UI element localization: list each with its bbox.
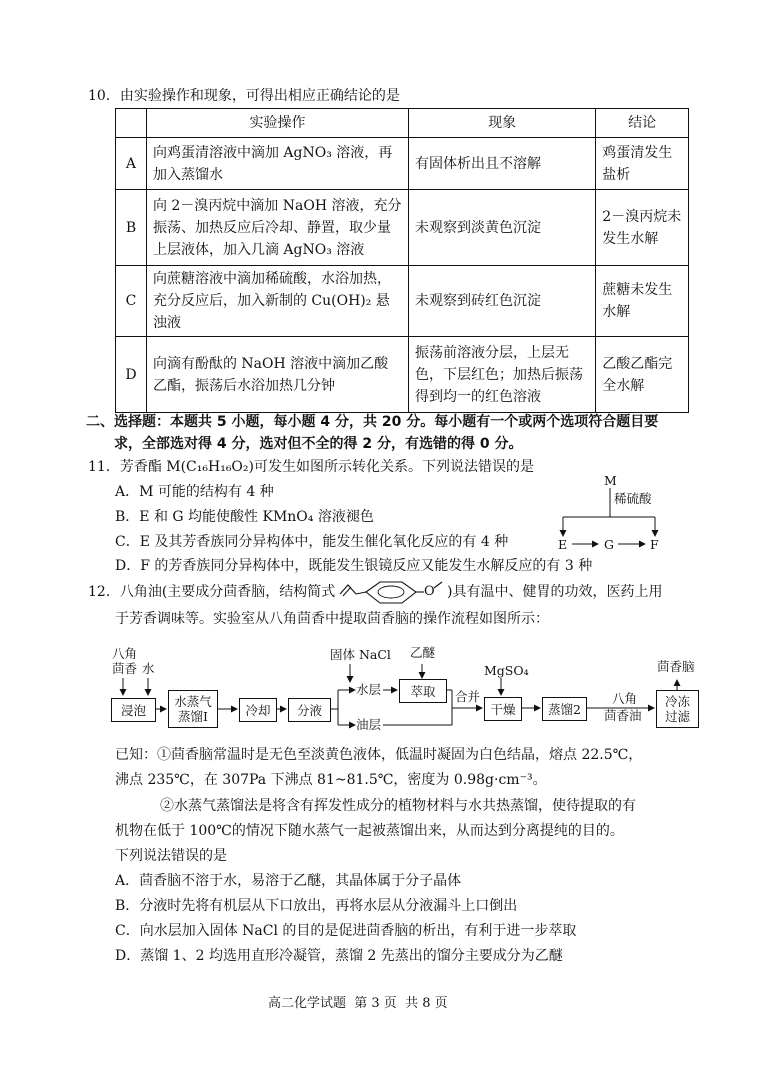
q12-stem-a: 12．八角油(主要成分茴香脑，结构简式 bbox=[88, 584, 336, 600]
row-letter: B bbox=[116, 190, 147, 266]
row-conclusion: 蔗糖未发生水解 bbox=[596, 266, 689, 337]
flow-label-ether: 乙醚 bbox=[410, 645, 436, 660]
q12-stem-b: )具有温中、健胃的功效，医药上用 bbox=[447, 584, 663, 600]
flow-box-separate: 分液 bbox=[288, 698, 331, 722]
row-letter: A bbox=[116, 138, 147, 190]
flow-label-oil: 油层 bbox=[356, 717, 382, 732]
flow-input-anise-1: 八角 bbox=[112, 646, 138, 661]
row-phenomenon: 未观察到淡黄色沉淀 bbox=[409, 190, 596, 266]
q11-label-e: E bbox=[558, 537, 568, 552]
q11-stem: 11．芳香酯 M(C₁₆H₁₆O₂)可发生如图所示转化关系。下列说法错误的是 bbox=[88, 459, 534, 475]
q12-known-4: 机物在低于 100℃的情况下随水蒸气一起被蒸馏出来，从而达到分离提纯的目的。 bbox=[115, 823, 624, 839]
q11-option-a: A．M 可能的结构有 4 种 bbox=[115, 484, 274, 500]
flow-box-freeze-filter bbox=[656, 690, 699, 728]
q11-option-b: B．E 和 G 均能使酸性 KMnO₄ 溶液褪色 bbox=[115, 509, 374, 525]
flow-box-cool: 冷却 bbox=[239, 698, 277, 722]
flow-box-extract: 萃取 bbox=[399, 679, 447, 703]
row-operation: 向滴有酚酞的 NaOH 溶液中滴加乙酸乙酯，振荡后水浴加热几分钟 bbox=[146, 337, 408, 413]
row-phenomenon: 振荡前溶液分层，上层无色，下层红色；加热后振荡得到均一的红色溶液 bbox=[409, 337, 596, 413]
page-footer: 高二化学试题 第 3 页 共 8 页 bbox=[268, 996, 448, 1011]
table-header-operation: 实验操作 bbox=[146, 109, 408, 138]
flow-input-anise-2: 茴香 bbox=[112, 661, 138, 676]
row-phenomenon: 未观察到砖红色沉淀 bbox=[409, 266, 596, 337]
q11-label-reagent: 稀硫酸 bbox=[614, 491, 652, 506]
table-header-phenomenon: 现象 bbox=[409, 109, 596, 138]
flow-box-steam-distill-1-line2: 蒸馏Ⅰ bbox=[178, 709, 208, 724]
flow-label-mgso4: MgSO₄ bbox=[484, 663, 529, 678]
q12-stem-2: 于芳香调味等。实验室从八角茴香中提取茴香脑的操作流程如图所示： bbox=[115, 611, 549, 627]
table-header-conclusion: 结论 bbox=[596, 109, 689, 138]
flow-label-merge: 合并 bbox=[455, 689, 481, 704]
flow-label-anise-oil-2: 茴香油 bbox=[604, 708, 642, 723]
q12-known-3: ②水蒸气蒸馏法是将含有挥发性成分的植物材料与水共热蒸馏，使待提取的有 bbox=[160, 798, 636, 814]
flow-label-solid-nacl: 固体 NaCl bbox=[330, 647, 391, 662]
flow-box-distill-2: 蒸馏2 bbox=[542, 697, 587, 721]
flow-label-anise-oil-1: 八角 bbox=[612, 691, 638, 706]
q12-option-d: D．蒸馏 1、2 均选用直形冷凝管，蒸馏 2 先蒸出的馏分主要成分为乙醚 bbox=[115, 948, 563, 964]
flow-input-water: 水 bbox=[142, 661, 155, 676]
flow-box-freeze-filter-line2: 过滤 bbox=[664, 709, 690, 724]
section2-line2: 求，全部选对得 4 分，选对但不全的得 2 分，有选错的得 0 分。 bbox=[114, 436, 523, 452]
row-operation: 向 2－溴丙烷中滴加 NaOH 溶液，充分振荡、加热反应后冷却、静置，取少量上层液体，加入几滴 AgNO₃ 溶液 bbox=[146, 190, 408, 266]
flow-label-anethole: 茴香脑 bbox=[657, 659, 695, 674]
q11-option-d: D．F 的芳香族同分异构体中，既能发生银镜反应又能发生水解反应的有 3 种 bbox=[115, 558, 593, 574]
row-letter: D bbox=[116, 337, 147, 413]
row-conclusion: 鸡蛋清发生盐析 bbox=[596, 138, 689, 190]
row-conclusion: 2－溴丙烷未发生水解 bbox=[596, 190, 689, 266]
row-operation: 向鸡蛋清溶液中滴加 AgNO₃ 溶液，再加入蒸馏水 bbox=[146, 138, 408, 190]
row-phenomenon: 有固体析出且不溶解 bbox=[409, 138, 596, 190]
q11-label-g: G bbox=[604, 537, 614, 552]
row-operation: 向蔗糖溶液中滴加稀硫酸，水浴加热，充分反应后，加入新制的 Cu(OH)₂ 悬浊液 bbox=[146, 266, 408, 337]
row-letter: C bbox=[116, 266, 147, 337]
section2-line1: 二、选择题：本题共 5 小题，每小题 4 分，共 20 分。每小题有一个或两个选项符合题目要 bbox=[86, 414, 659, 430]
q12-option-b: B．分液时先将有机层从下口放出，再将水层从分液漏斗上口倒出 bbox=[115, 898, 518, 914]
q11-label-f: F bbox=[650, 537, 659, 552]
flow-box-steam-distill-1-line1: 水蒸气 bbox=[174, 694, 212, 709]
anethole-oxygen: O bbox=[424, 584, 435, 599]
flow-box-freeze-filter-line1: 冷冻 bbox=[664, 694, 690, 709]
q12-ask: 下列说法错误的是 bbox=[115, 848, 227, 864]
q11-option-c: C．E 及其芳香族同分异构体中，能发生催化氧化反应的有 4 种 bbox=[115, 534, 509, 550]
q12-known-1: 已知：①茴香脑常温时是无色至淡黄色液体，低温时凝固为白色结晶，熔点 22.5℃， bbox=[115, 747, 643, 763]
q12-known-2: 沸点 235℃，在 307Pa 下沸点 81~81.5℃，密度为 0.98g·cm⁻³。 bbox=[115, 772, 547, 788]
flow-box-steam-distill-1 bbox=[168, 690, 218, 728]
row-conclusion: 乙酸乙酯完全水解 bbox=[596, 337, 689, 413]
flow-box-dry: 干燥 bbox=[484, 697, 522, 721]
q11-label-m: M bbox=[604, 473, 617, 488]
q10-stem: 10．由实验操作和现象，可得出相应正确结论的是 bbox=[88, 88, 400, 104]
flow-label-aqueous: 水层 bbox=[356, 682, 382, 697]
q12-option-a: A．茴香脑不溶于水，易溶于乙醚，其晶体属于分子晶体 bbox=[115, 873, 462, 889]
q12-option-c: C．向水层加入固体 NaCl 的目的是促进茴香脑的析出，有利于进一步萃取 bbox=[115, 923, 577, 939]
flow-box-soak: 浸泡 bbox=[111, 698, 156, 722]
